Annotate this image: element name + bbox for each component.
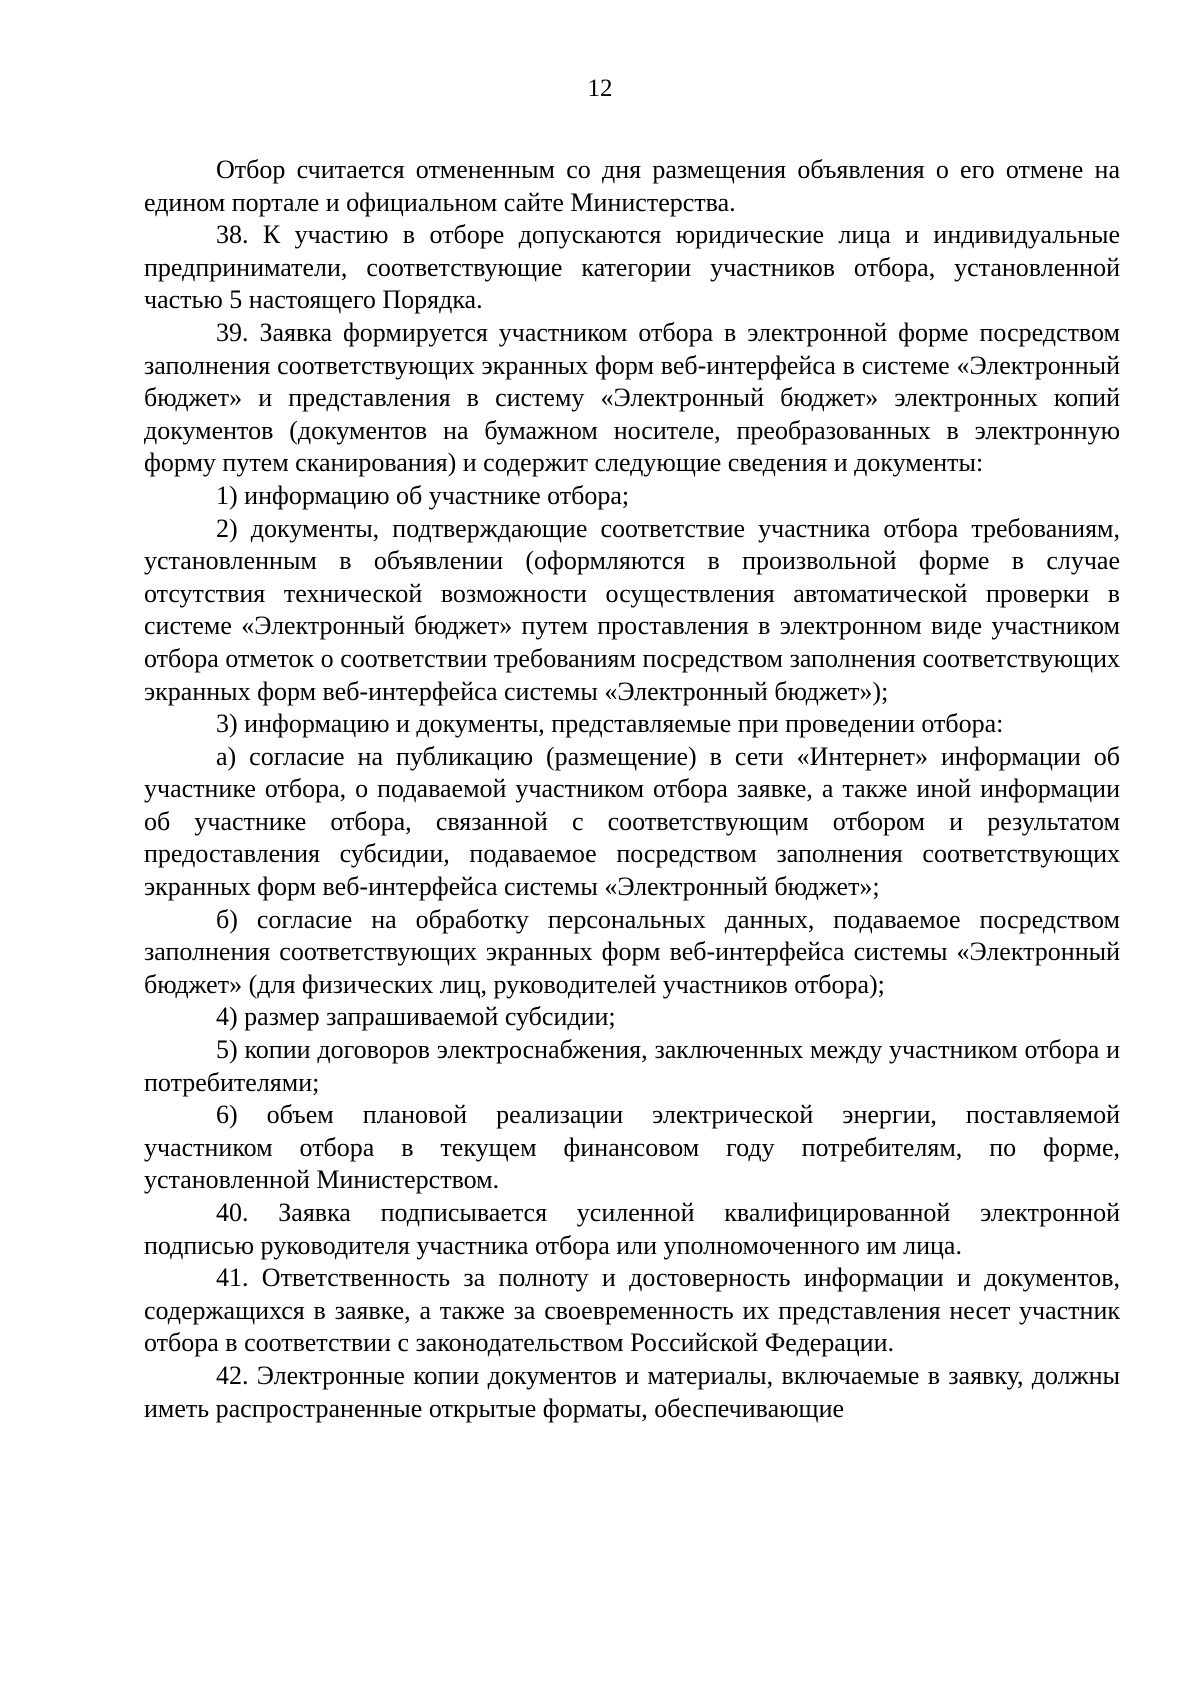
list-item-6: 6) объем плановой реализации электрической энергии, поставляемой участником отбора в текущем финансовом году потребителям, по форме, установленной Министерством.: [144, 1100, 1120, 1195]
list-item-3a: а) согласие на публикацию (размещение) в сети «Интернет» информации об участнике отбора, о подаваемой участником отбора заявке, а также иной информации об участнике отбора, связанной с соответствующим отбором и результатом предоставления субсидии, подаваемое посредством заполнения соответствующих экранных форм веб-интерфейса системы «Электронный бюджет»;: [144, 741, 1120, 902]
paragraph-38: 38. К участию в отборе допускаются юридические лица и индивидуальные предприниматели, соответствующие категории участников отбора, установленной частью 5 настоящего Порядка.: [144, 220, 1120, 315]
list-item-3: 3) информацию и документы, представляемые при проведении отбора:: [216, 709, 1004, 739]
paragraph-39: 39. Заявка формируется участником отбора в электронной форме посредством заполнения соответствующих экранных форм веб-интерфейса в системе «Электронный бюджет» и представления в систему «Электронный бюджет» электронных копий документов (документов на бумажном носителе, преобразованных в электронную форму путем сканирования) и содержит следующие сведения и документы:: [144, 317, 1120, 478]
list-item-5: 5) копии договоров электроснабжения, заключенных между участником отбора и потребителями;: [144, 1035, 1120, 1097]
list-item-2: 2) документы, подтверждающие соответствие участника отбора требованиям, установленным в объявлении (оформляются в произвольной форме в случае отсутствия технической возможности осуществления автоматической проверки в системе «Электронный бюджет» путем проставления в электронном виде участником отбора отметок о соответствии требованиям посредством заполнения соответствующих экранных форм веб-интерфейса системы «Электронный бюджет»);: [144, 513, 1120, 706]
page-number: 12: [587, 75, 613, 102]
list-item-1: 1) информацию об участнике отбора;: [216, 480, 630, 510]
paragraph-cancellation: Отбор считается отмененным со дня размещения объявления о его отмене на едином портале и официальном сайте Министерства.: [144, 155, 1120, 217]
list-item-3b: б) согласие на обработку персональных данных, подаваемое посредством заполнения соответствующих экранных форм веб-интерфейса системы «Электронный бюджет» (для физических лиц, руководителей участников отбора);: [144, 904, 1120, 999]
document-body: [144, 154, 1120, 1425]
list-item-4: 4) размер запрашиваемой субсидии;: [216, 1002, 616, 1032]
paragraph-42: 42. Электронные копии документов и материалы, включаемые в заявку, должны иметь распространенные открытые форматы, обеспечивающие: [144, 1360, 1120, 1423]
paragraph-41: 41. Ответственность за полноту и достоверность информации и документов, содержащихся в заявке, а также за своевременность их представления несет участник отбора в соответствии с законодательством Российской Федерации.: [144, 1263, 1120, 1358]
paragraph-40: 40. Заявка подписывается усиленной квалифицированной электронной подписью руководителя участника отбора или уполномоченного им лица.: [144, 1198, 1120, 1260]
